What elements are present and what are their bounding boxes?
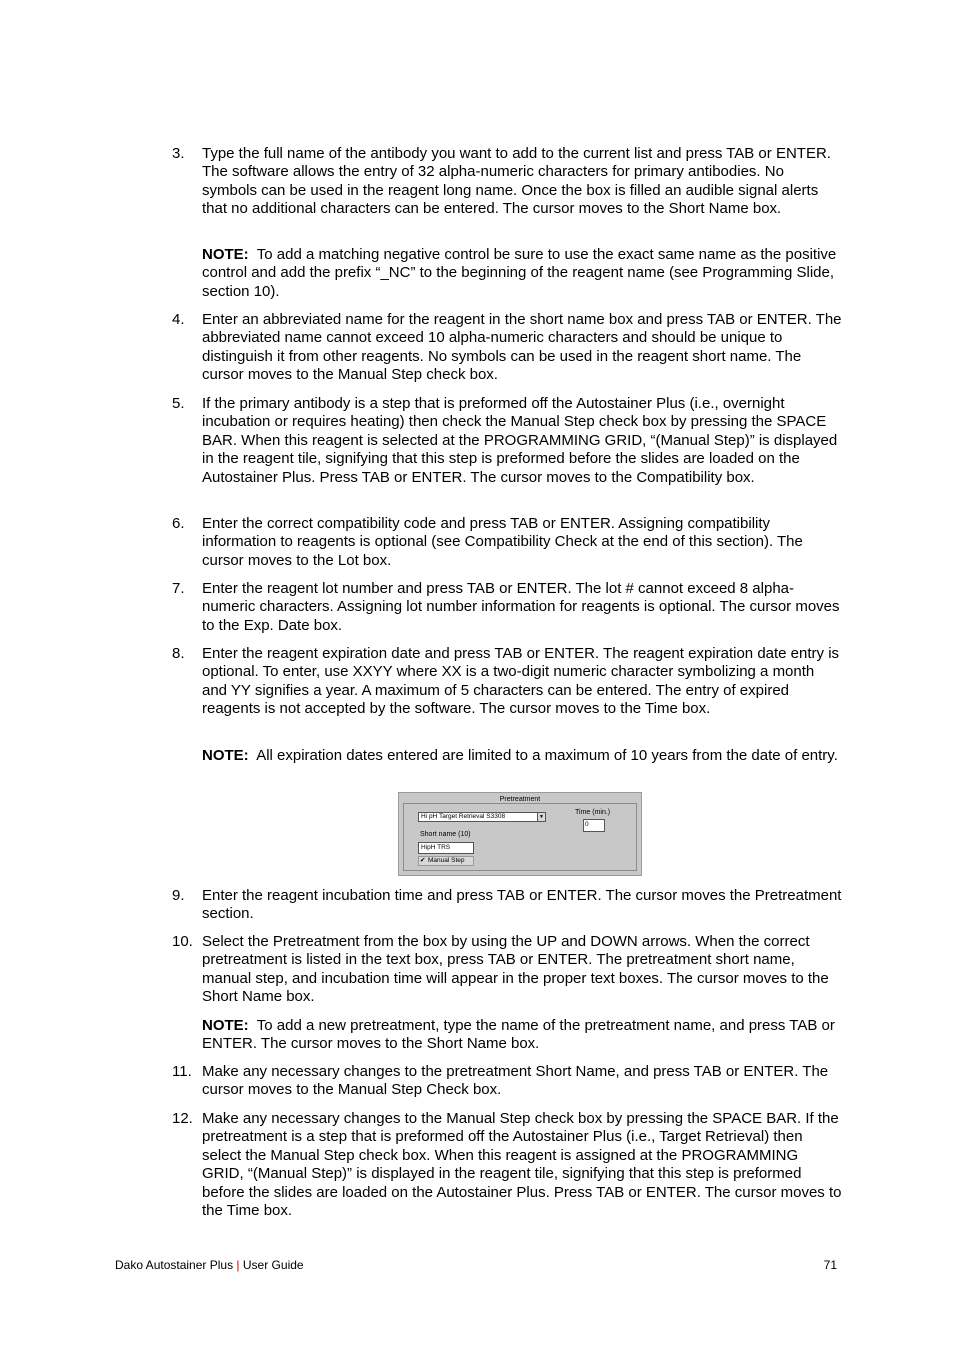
dialog-title: Pretreatment — [499, 796, 541, 803]
step-number: 12. — [172, 1110, 193, 1127]
step-text: Make any necessary changes to the Manual Step check box by pressing the SPACE BAR. If the pretreatment is a step that is preformed off the Autostainer Plus (i.e., Target Retrieval) then select the Manual Step check box. When this reagent is assigned at the PROGRAMMING GRID, “(Manual Step)” is displayed in the reagent tile, signifying that this step is preformed before the slides are loaded on the Autostainer Plus. Press TAB or ENTER. The cursor moves to the Time box. — [202, 1110, 842, 1220]
step-number: 4. — [172, 311, 185, 328]
step-text: Enter the reagent lot number and press TAB or ENTER. The lot # cannot exceed 8 alpha-numeric characters. Assigning lot number information for reagents is optional. The cursor moves to the Exp. Date box. — [202, 580, 840, 634]
note — [202, 747, 842, 765]
step-text: Make any necessary changes to the pretreatment Short Name, and press TAB or ENTER. The cursor moves to the Manual Step Check box. — [202, 1063, 829, 1099]
note — [202, 246, 842, 301]
time-input[interactable]: 0 — [583, 819, 605, 832]
step-number: 8. — [172, 645, 185, 662]
chevron-down-icon[interactable]: ▼ — [537, 813, 545, 821]
footer-separator: | — [236, 1258, 240, 1272]
note-label: NOTE: — [202, 1017, 249, 1034]
short-name-label: Short name (10) — [420, 831, 471, 838]
time-label: Time (min.) — [575, 809, 611, 816]
pretreatment-select-value: Hi pH Target Retrieval S3308 — [421, 813, 506, 820]
step-number: 11. — [172, 1063, 192, 1080]
manual-step-label: Manual Step — [428, 857, 465, 864]
step-text: Enter an abbreviated name for the reagent in the short name box and press TAB or ENTER. The abbreviated name cannot exceed 10 alpha-numeric characters and should be unique to distinguish it from other reagents. No symbols can be used in the reagent short name. The cursor moves to the Manual Step check box. — [202, 311, 842, 384]
footer-product: Dako Autostainer Plus — [115, 1258, 234, 1272]
checkmark-icon: ✔ — [420, 857, 426, 864]
note-label: NOTE: — [202, 246, 249, 263]
step-text: If the primary antibody is a step that is preformed off the Autostainer Plus (i.e., overnight incubation or requires heating) then check the Manual Step check box by pressing the SPACE BAR. When this reagent is selected at the PROGRAMMING GRID, “(Manual Step)” is displayed in the reagent tile, signifying that this step is preformed before the slides are loaded on the Autostainer Plus. Press TAB or ENTER. The cursor moves to the Compatibility box. — [202, 395, 838, 486]
manual-step-checkbox[interactable] — [418, 856, 474, 866]
note-text: To add a matching negative control be sure to use the exact same name as the positive control and add the prefix “_NC” to the beginning of the reagent name (see Programming Slide, section 10). — [202, 246, 837, 300]
step-number: 6. — [172, 515, 185, 532]
step-number: 9. — [172, 887, 185, 904]
step-number: 10. — [172, 933, 193, 950]
step-text: Enter the reagent expiration date and press TAB or ENTER. The reagent expiration date entry is optional. To enter, use XXYY where XX is a two-digit numeric character symbolizing a month and YY signifies a year. A maximum of 5 characters can be entered. The entry of expired reagents is not accepted by the software. The cursor moves to the Time box. — [202, 645, 840, 718]
footer-title — [115, 1258, 304, 1273]
step-number: 7. — [172, 580, 185, 597]
pretreatment-select[interactable] — [418, 812, 546, 822]
pretreatment-dialog — [398, 792, 642, 876]
short-name-input[interactable]: HipH TRS — [418, 842, 474, 854]
step-number: 3. — [172, 145, 185, 162]
note-label: NOTE: — [202, 747, 249, 764]
step-number: 5. — [172, 395, 185, 412]
step-text: Type the full name of the antibody you want to add to the current list and press TAB or ENTER. The software allows the entry of 32 alpha-numeric characters for primary antibodies. No symbols can be used in the reagent long name. Once the box is filled an audible signal alerts that no additional characters can be entered. The cursor moves to the Short Name box. — [202, 145, 831, 218]
step-text: Enter the correct compatibility code and press TAB or ENTER. Assigning compatibility information to reagents is optional (see Compatibility Check at the end of this section). The cursor moves to the Lot box. — [202, 515, 803, 569]
step-text: Select the Pretreatment from the box by using the UP and DOWN arrows. When the correct pretreatment is listed in the text box, press TAB or ENTER. The pretreatment short name, manual step, and incubation time will appear in the proper text boxes. The cursor moves to the Short Name box. — [202, 933, 829, 1006]
note-text: To add a new pretreatment, type the name of the pretreatment name, and press TAB or ENTER. The cursor moves to the Short Name box. — [202, 1017, 835, 1053]
note — [202, 1017, 842, 1054]
footer-guide: User Guide — [242, 1258, 304, 1272]
page-number: 71 — [823, 1258, 837, 1272]
step-text: Enter the reagent incubation time and press TAB or ENTER. The cursor moves the Pretreatment section. — [202, 887, 842, 923]
note-text: All expiration dates entered are limited to a maximum of 10 years from the date of entry. — [256, 747, 838, 764]
